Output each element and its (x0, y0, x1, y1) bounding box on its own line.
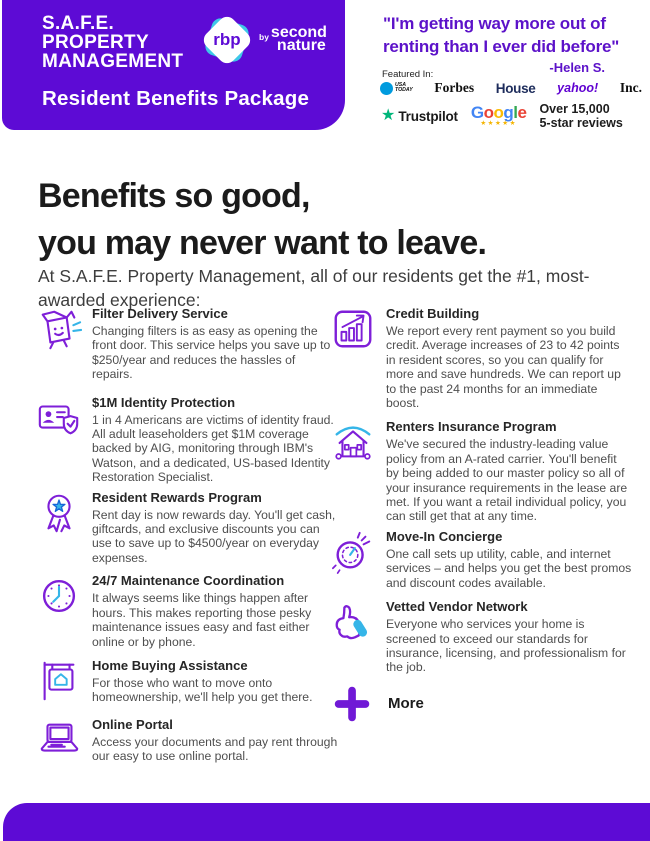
benefit-home-buying (36, 658, 338, 705)
benefit-title: Resident Rewards Program (92, 489, 262, 505)
headline-line: Benefits so good, (38, 176, 310, 215)
benefit-description: Changing filters is as easy as opening the front door. This service helps you save up to $250/year and reduces the hassles of repairs. (92, 324, 331, 382)
inc-logo: Inc. (619, 80, 642, 95)
company-name-line: PROPERTY (42, 32, 149, 53)
benefit-credit-building (330, 306, 632, 410)
benefit-filter-delivery (36, 306, 338, 382)
benefit-description: Everyone who services your home is screened to exceed our standards for insurance, licensing, and professionalism for the job. (386, 617, 626, 675)
quote-line: renting than I ever did before" (383, 37, 620, 56)
footer-bar (3, 803, 650, 841)
benefit-maintenance (36, 573, 338, 649)
benefit-description: Access your documents and pay rent through our easy to use online portal. (92, 734, 338, 764)
rbp-logo (200, 13, 254, 67)
clock-icon (36, 573, 82, 619)
benefit-renters-insurance (330, 419, 632, 523)
benefit-title: Vetted Vendor Network (386, 599, 528, 615)
concierge-dial-icon (330, 529, 376, 575)
filter-box-mascot-icon (36, 306, 82, 352)
benefit-identity-protection (36, 395, 338, 485)
benefit-text (92, 717, 338, 764)
by-label: by (259, 32, 269, 42)
plus-icon (330, 681, 376, 727)
featured-logo-row (380, 80, 642, 96)
rbp-badge-text: rbp (213, 30, 241, 49)
trustpilot-logo (381, 108, 458, 124)
trustpilot-star-icon: ★ (381, 107, 396, 124)
quote-line: "I'm getting way more out of (383, 14, 606, 33)
benefit-description: For those who want to move onto homeownership, we'll help you get there. (92, 675, 313, 705)
brand-line: nature (276, 37, 326, 54)
insured-house-icon (330, 419, 376, 465)
laptop-icon (36, 717, 82, 763)
forbes-logo: Forbes (434, 80, 475, 95)
benefit-title: Credit Building (386, 306, 480, 321)
house-beautiful-logo: House (495, 80, 536, 96)
headline-line: you may never want to leave. (38, 223, 487, 262)
company-name-line: S.A.F.E. (42, 13, 115, 34)
credit-chart-icon (330, 306, 376, 352)
review-summary: Over 15,000 5-star reviews (539, 102, 623, 130)
benefit-text (386, 306, 632, 410)
benefit-description: Rent day is now rewards day. You'll get cash, giftcards, and exclusive discounts you can use to save up to $4500/year on everyday expenses. (92, 507, 336, 565)
more-label: More (388, 695, 424, 713)
benefit-title: Renters Insurance Program (386, 419, 557, 435)
usa-today-logo (380, 82, 413, 95)
benefits-column-left (36, 306, 338, 764)
benefit-text (92, 490, 338, 566)
benefit-title: Move-In Concierge (386, 528, 503, 544)
yahoo-logo: yahoo! (557, 81, 599, 95)
benefit-move-in-concierge (330, 529, 632, 590)
usa-today-circle-icon (380, 82, 393, 95)
benefit-title: Filter Delivery Service (92, 306, 228, 321)
benefit-text (386, 599, 632, 675)
benefit-text (92, 395, 338, 485)
benefit-title: Online Portal (92, 716, 173, 732)
benefit-title: $1M Identity Protection (92, 394, 236, 410)
company-name (42, 14, 183, 71)
google-logo (471, 105, 527, 127)
benefit-text (92, 306, 338, 382)
page-title (38, 173, 486, 267)
header-banner (2, 0, 345, 130)
benefit-description: We report every rent payment so you build credit. Average increases of 23 to 42 points in resident scores, so you can qualify for more and save hundreds. We can report up to the past 24 months for an immediate boost. (386, 324, 621, 411)
award-ribbon-icon (36, 490, 82, 536)
benefit-text (92, 573, 338, 649)
benefit-description: We've secured the industry-leading value policy from an A-rated carrier. You'll benefit by being added to our master policy so all of your insurance requirements in the lease are met. If you want a retail individual policy, you can still get that at any time. (386, 437, 628, 524)
benefit-vetted-vendors (330, 599, 632, 675)
featured-in-label: Featured In: (382, 69, 434, 80)
usa-today-text: USA TODAY (395, 81, 413, 93)
testimonial (383, 12, 641, 75)
benefit-title: 24/7 Maintenance Coordination (92, 573, 285, 589)
benefit-description: One call sets up utility, cable, and internet services – and helps you get the best promos and discount codes available. (386, 546, 632, 590)
package-title: Resident Benefits Package (42, 87, 310, 110)
company-name-line: MANAGEMENT (42, 51, 184, 72)
benefit-text (386, 529, 632, 590)
google-stars-icon: ★★★★★ (480, 120, 517, 127)
testimonial-attribution: -Helen S. (549, 60, 605, 75)
benefit-resident-rewards (36, 490, 338, 566)
house-sign-icon (36, 658, 82, 704)
benefit-more (330, 681, 632, 727)
reviews-row (381, 102, 643, 130)
benefits-column-right (330, 306, 632, 727)
benefit-title: Home Buying Assistance (92, 657, 248, 673)
trustpilot-name: Trustpilot (398, 108, 458, 124)
second-nature-logo (259, 26, 327, 55)
google-wordmark: Google (470, 103, 527, 122)
benefit-description: 1 in 4 Americans are victims of identity fraud. All adult leaseholders get $1M coverage backed by AIG, monitoring through IBM's Watson, and a dedicated, US-based Identity Restoration Specialist. (92, 412, 334, 485)
subheadline: At S.A.F.E. Property Management, all of our residents get the #1, most-awarded experience: (38, 265, 590, 310)
benefit-text (92, 658, 338, 705)
benefit-text (386, 419, 632, 523)
brand-line: second (270, 24, 327, 41)
testimonial-quote (383, 12, 641, 58)
thumbs-up-icon (330, 599, 376, 645)
id-card-shield-icon (36, 395, 82, 441)
benefit-online-portal (36, 717, 338, 764)
benefit-description: It always seems like things happen after hours. This makes reporting those pesky maintenance issues easy and fast either online or by phone. (92, 591, 312, 649)
